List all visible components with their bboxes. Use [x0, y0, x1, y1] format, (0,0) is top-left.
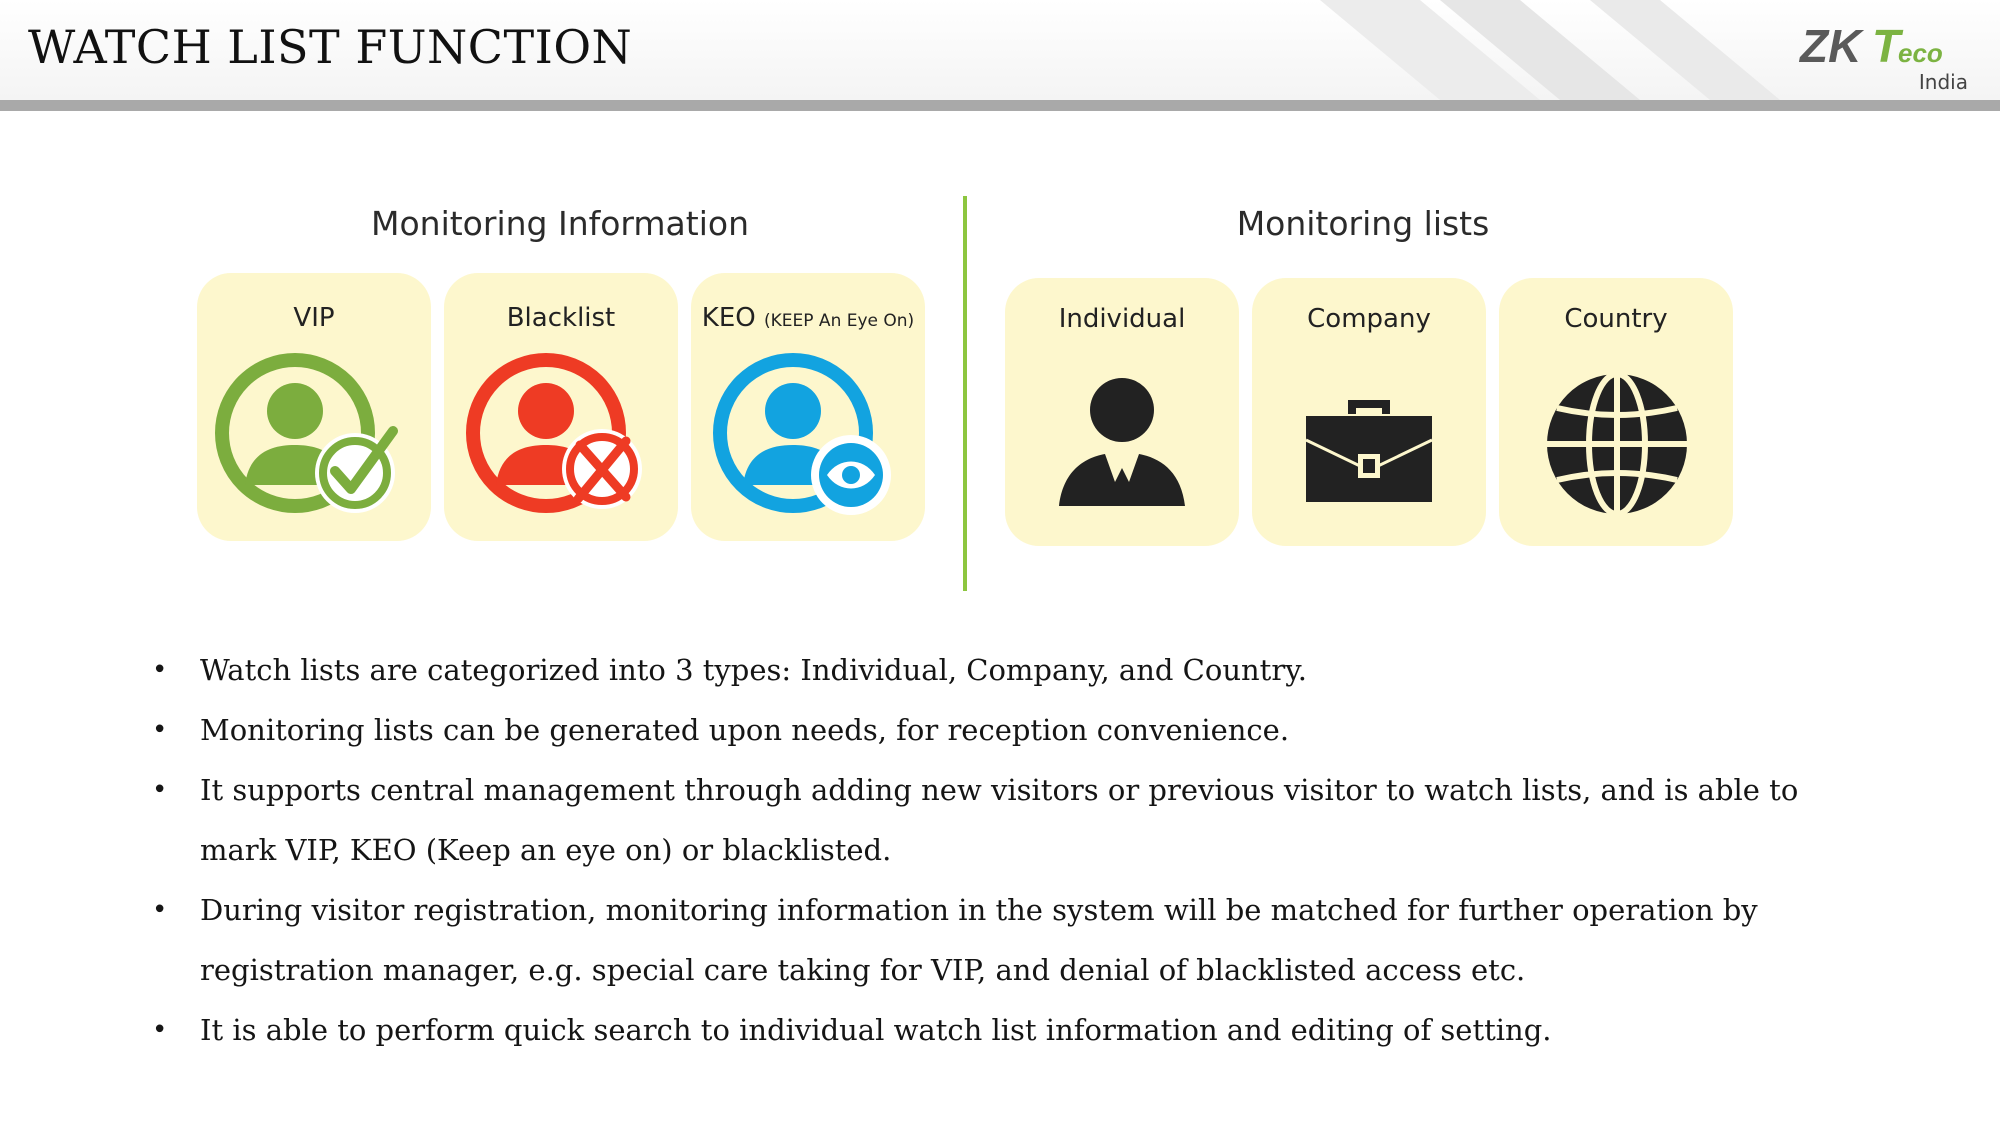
card-keo — [691, 273, 925, 541]
bullet-item: • Watch lists are categorized into 3 types: Individual, Company, and Country. — [152, 640, 1872, 700]
slide-header — [0, 0, 2000, 100]
svg-text:T: T — [1872, 20, 1901, 72]
card-country — [1499, 278, 1733, 546]
page-title: WATCH LIST FUNCTION — [28, 20, 633, 74]
card-label-country: Country — [1564, 304, 1668, 334]
card-label-individual: Individual — [1058, 304, 1186, 334]
briefcase-icon — [1304, 396, 1434, 506]
card-label-vip: VIP — [293, 303, 335, 333]
bullet-dot: • — [152, 775, 168, 805]
card-label-keo-detail: (KEEP An Eye On) — [764, 311, 915, 331]
svg-text:eco: eco — [1898, 38, 1943, 68]
person-icon — [1057, 376, 1187, 511]
bullet-item: • Monitoring lists can be generated upon needs, for reception convenience. — [152, 700, 1872, 760]
card-label-company: Company — [1307, 304, 1431, 334]
monitoring-information-title: Monitoring Information — [371, 204, 749, 243]
card-vip — [197, 273, 431, 541]
bullet-item: • It supports central management through adding new visitors or previous visitor to watch lists, and is able to mark VIP, KEO (Keep an eye on) or blacklisted. — [152, 760, 1872, 880]
blacklist-user-cross-icon — [466, 353, 666, 533]
card-individual — [1005, 278, 1239, 546]
card-label-blacklist: Blacklist — [506, 303, 616, 333]
bullet-item: • It is able to perform quick search to individual watch list information and editing of setting. — [152, 1000, 1872, 1060]
bullet-dot: • — [152, 655, 168, 685]
logo-subtext: India — [1918, 70, 1968, 94]
bullet-item: • During visitor registration, monitoring information in the system will be matched for further operation by registration manager, e.g. special care taking for VIP, and denial of blacklisted access etc. — [152, 880, 1872, 1000]
bullet-list — [152, 640, 1872, 1060]
card-company — [1252, 278, 1486, 546]
bullet-dot: • — [152, 1015, 168, 1045]
section-divider — [963, 196, 967, 591]
globe-icon — [1543, 370, 1691, 518]
header-divider-bar — [0, 100, 2000, 111]
keo-user-eye-icon — [713, 353, 913, 533]
card-blacklist — [444, 273, 678, 541]
bullet-dot: • — [152, 895, 168, 925]
monitoring-lists-title: Monitoring lists — [1236, 204, 1490, 243]
card-label-keo: KEO (KEEP An Eye On) — [701, 303, 915, 333]
vip-user-check-icon — [215, 353, 415, 533]
svg-text:ZK: ZK — [1800, 20, 1862, 72]
bullet-dot: • — [152, 715, 168, 745]
